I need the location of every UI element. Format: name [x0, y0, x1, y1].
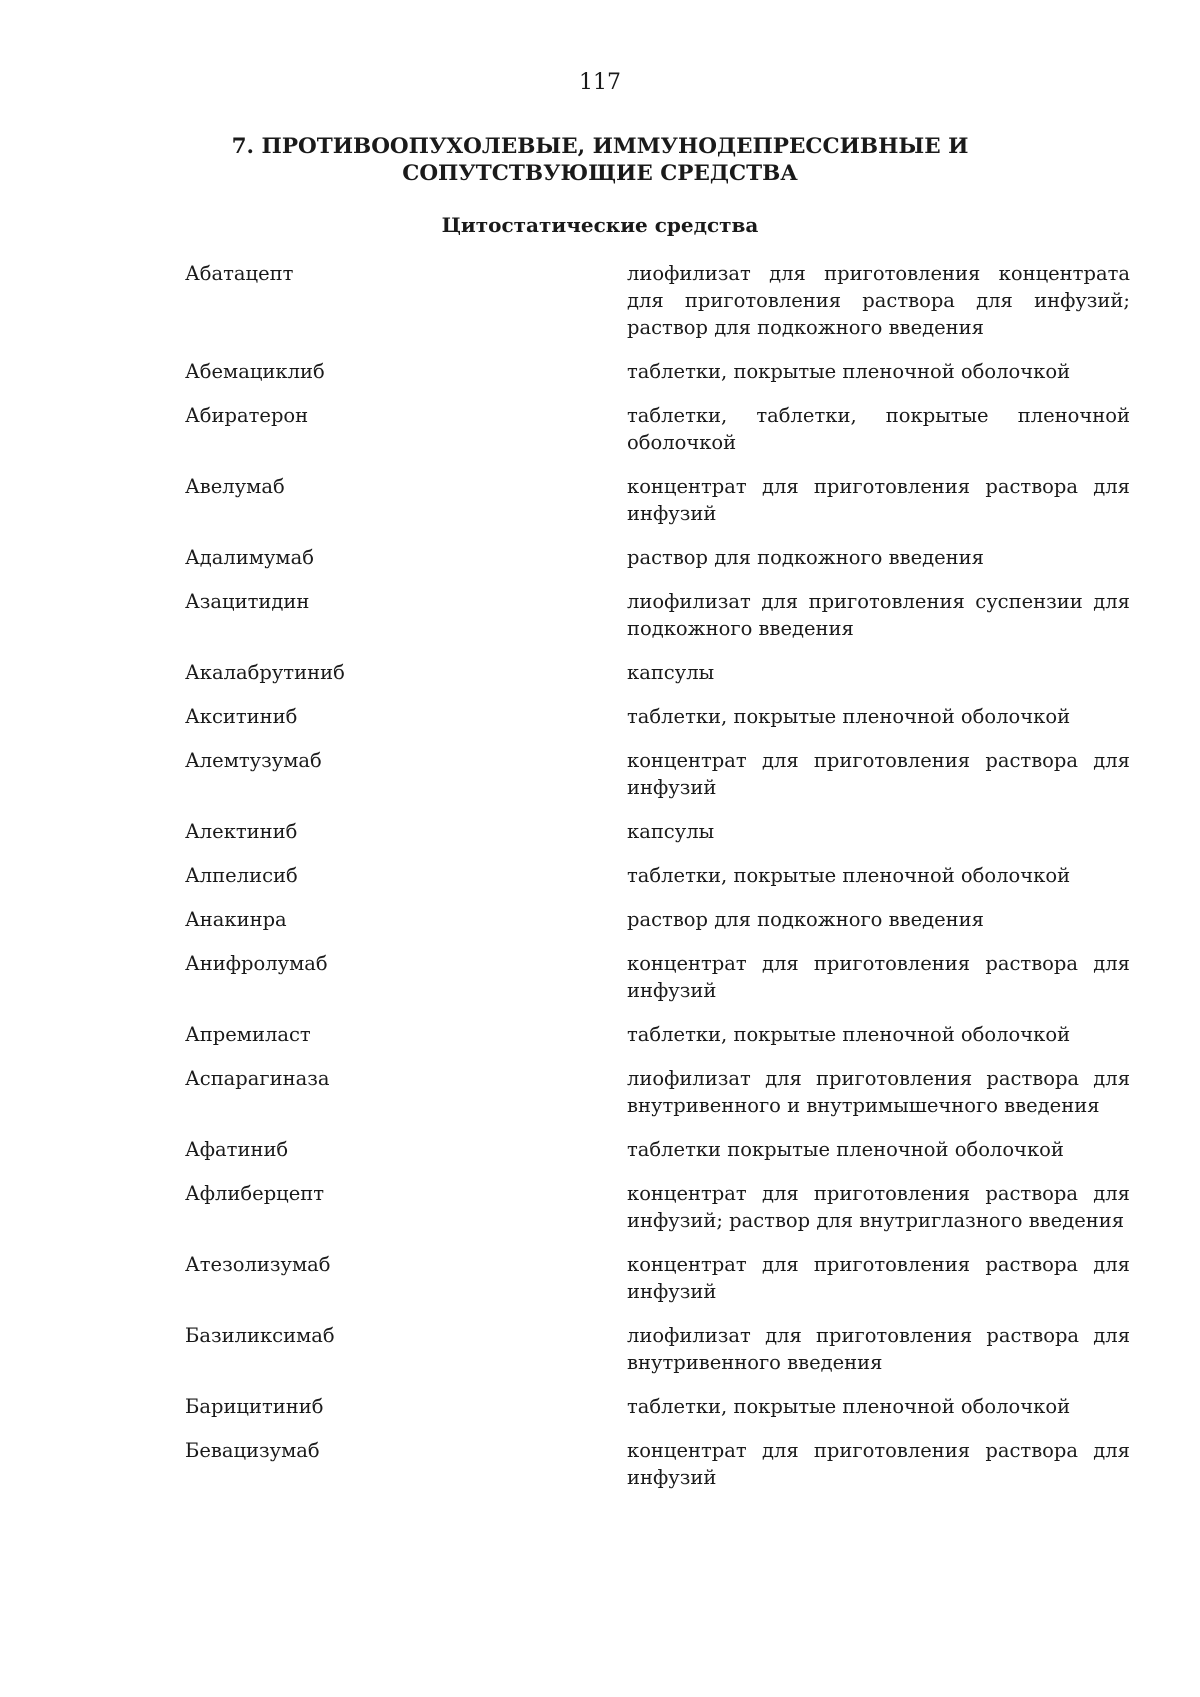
drug-list [185, 260, 1130, 1491]
drug-row [185, 1065, 1130, 1119]
drug-row [185, 1322, 1130, 1376]
drug-form: лиофилизат для приготовления концентрата для приготовления раствора для инфузий; раствор для подкожного введения [627, 262, 1130, 339]
drug-row [185, 1136, 1130, 1163]
section-title [0, 133, 1200, 187]
drug-row [185, 358, 1130, 385]
drug-form: таблетки, покрытые пленочной оболочкой [627, 864, 1071, 887]
drug-form: раствор для подкожного введения [627, 546, 984, 569]
drug-name: Алемтузумаб [185, 749, 322, 772]
page-number: 117 [579, 70, 621, 95]
drug-name: Афатиниб [185, 1138, 289, 1161]
drug-form: концентрат для приготовления раствора для инфузий [627, 475, 1130, 525]
drug-form: раствор для подкожного введения [627, 908, 984, 931]
drug-name: Аспарагиназа [185, 1067, 330, 1090]
drug-name: Атезолизумаб [185, 1253, 331, 1276]
drug-name: Афлиберцепт [185, 1182, 325, 1205]
drug-form: лиофилизат для приготовления суспензии для подкожного введения [627, 590, 1130, 640]
drug-name: Алектиниб [185, 820, 298, 843]
drug-row [185, 402, 1130, 456]
drug-name: Абемациклиб [185, 360, 325, 383]
drug-name: Алпелисиб [185, 864, 298, 887]
drug-row [185, 544, 1130, 571]
drug-form: капсулы [627, 820, 715, 843]
drug-name: Базиликсимаб [185, 1324, 335, 1347]
drug-row [185, 747, 1130, 801]
drug-row [185, 588, 1130, 642]
drug-name: Азацитидин [185, 590, 310, 613]
drug-row [185, 1180, 1130, 1234]
drug-name: Анифролумаб [185, 952, 328, 975]
drug-form: концентрат для приготовления раствора для инфузий [627, 952, 1130, 1002]
drug-form: таблетки, покрытые пленочной оболочкой [627, 705, 1071, 728]
drug-form: концентрат для приготовления раствора для инфузий [627, 1439, 1130, 1489]
drug-form: таблетки покрытые пленочной оболочкой [627, 1138, 1064, 1161]
drug-name: Акситиниб [185, 705, 298, 728]
drug-name: Апремиласт [185, 1023, 311, 1046]
subsection-title: Цитостатические средства [441, 213, 759, 237]
drug-name: Авелумаб [185, 475, 285, 498]
drug-form: лиофилизат для приготовления раствора для внутривенного и внутримышечного введения [627, 1067, 1130, 1117]
drug-name: Абиратерон [185, 404, 309, 427]
section-title-line-1: 7. ПРОТИВООПУХОЛЕВЫЕ, ИММУНОДЕПРЕССИВНЫЕ И [231, 134, 969, 159]
drug-form: капсулы [627, 661, 715, 684]
drug-form: таблетки, покрытые пленочной оболочкой [627, 1395, 1071, 1418]
drug-form: таблетки, покрытые пленочной оболочкой [627, 1023, 1071, 1046]
drug-row [185, 1021, 1130, 1048]
drug-form: лиофилизат для приготовления раствора для внутривенного введения [627, 1324, 1130, 1374]
drug-name: Анакинра [185, 908, 287, 931]
drug-form: концентрат для приготовления раствора для инфузий [627, 749, 1130, 799]
drug-form: таблетки, таблетки, покрытые пленочной оболочкой [627, 404, 1130, 454]
drug-form: концентрат для приготовления раствора для инфузий; раствор для внутриглазного введения [627, 1182, 1130, 1232]
drug-name: Барицитиниб [185, 1395, 324, 1418]
drug-name: Бевацизумаб [185, 1439, 320, 1462]
drug-row [185, 906, 1130, 933]
drug-name: Абатацепт [185, 262, 294, 285]
drug-row [185, 659, 1130, 686]
drug-row [185, 1393, 1130, 1420]
drug-form: таблетки, покрытые пленочной оболочкой [627, 360, 1071, 383]
drug-row [185, 1251, 1130, 1305]
drug-row [185, 260, 1130, 341]
drug-row [185, 950, 1130, 1004]
drug-form: концентрат для приготовления раствора для инфузий [627, 1253, 1130, 1303]
drug-name: Адалимумаб [185, 546, 314, 569]
section-title-line-2: СОПУТСТВУЮЩИЕ СРЕДСТВА [402, 161, 798, 186]
drug-row [185, 862, 1130, 889]
drug-row [185, 473, 1130, 527]
drug-row [185, 1437, 1130, 1491]
drug-name: Акалабрутиниб [185, 661, 345, 684]
drug-row [185, 703, 1130, 730]
drug-row [185, 818, 1130, 845]
